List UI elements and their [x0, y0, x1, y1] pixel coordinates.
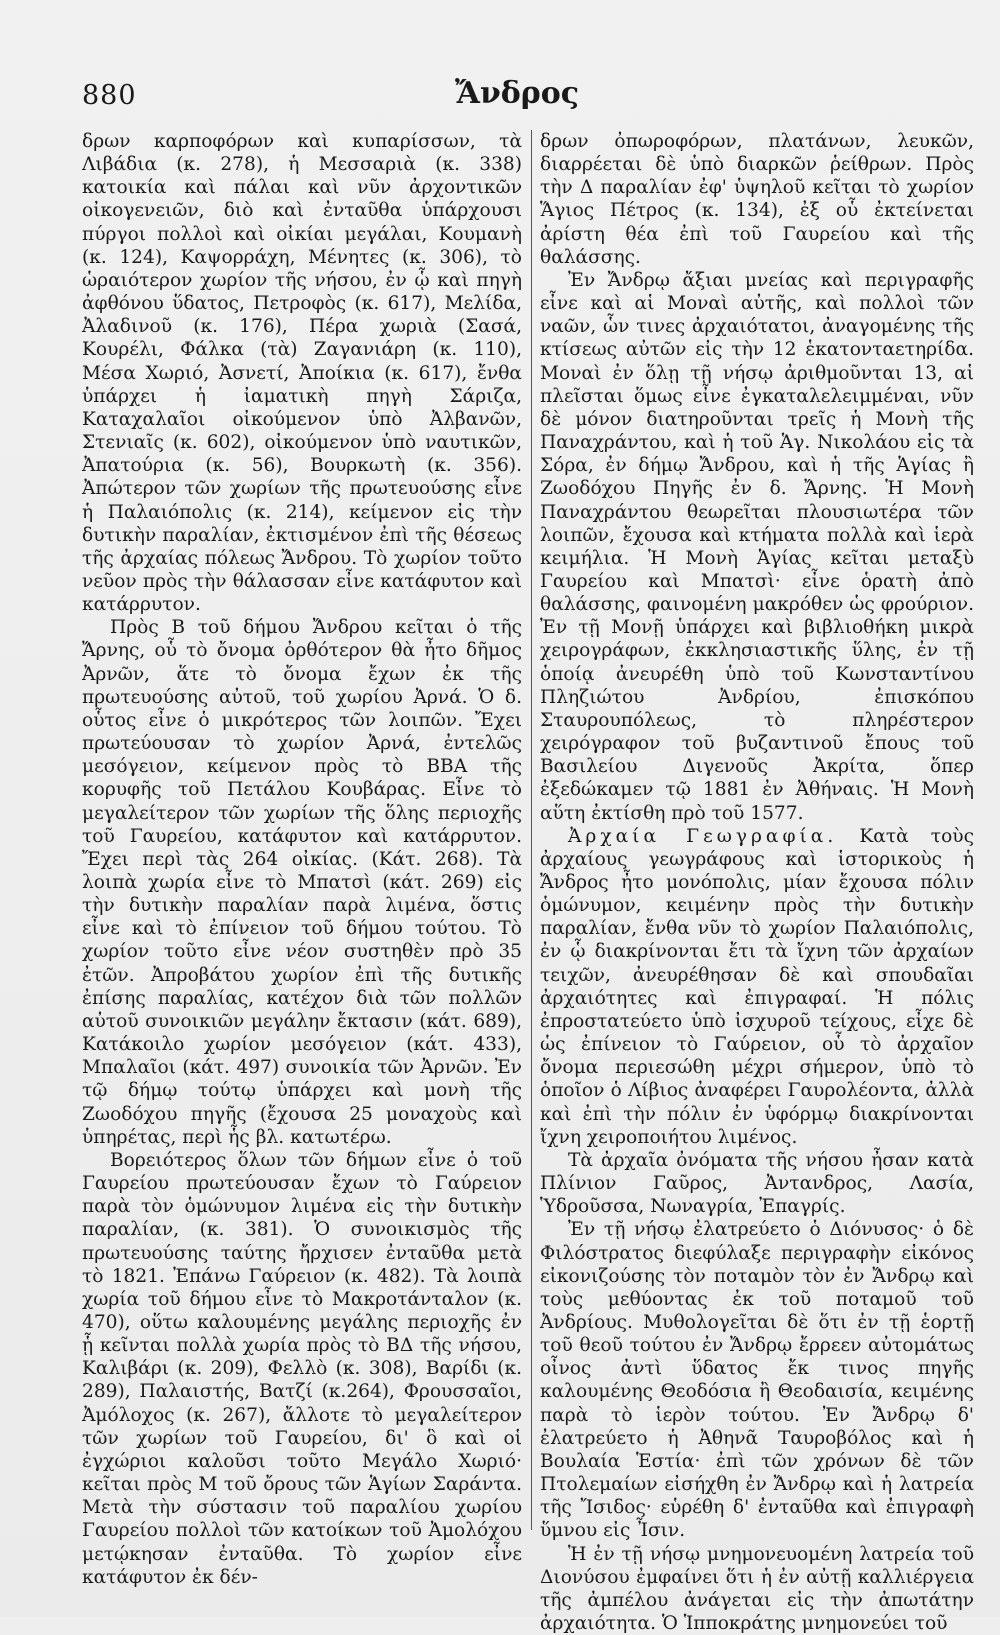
paragraph [540, 825, 974, 1149]
paragraph: δρων ὀπωροφόρων, πλατάνων, λευκῶν, διαρρέεται δὲ ὑπὸ διαρκῶν ῥείθρων. Πρὸς τὴν Δ παραλίαν ἐφ' ὑψηλοῦ κεῖται τὸ χωρίον Ἅγιος Πέτρος (κ. 134), ἐξ οὗ ἐκτείνεται ἀρίστη θέα ἐπὶ τοῦ Γαυρείου καὶ τῆς θαλάσσης. [540, 131, 974, 268]
column-divider [531, 130, 532, 1530]
running-title: Ἄνδρος [455, 76, 579, 111]
paragraph-text: Κατὰ τοὺς ἀρχαίους γεωγράφους καὶ ἱστορικοὺς ἡ Ἄνδρος ἦτο μονόπολις, μίαν ἔχουσα πόλιν ὁμώνυμον, κειμένην πρὸς τὴν δυτικὴν παραλίαν, ἔνθα νῦν τὸ χωρίον Παλαιόπολις, ἐν ᾧ διακρίνονται ἔτι τὰ ἴχνη τῶν ἀρχαίων τειχῶν, ἀνευρέθησαν δὲ καὶ σπουδαῖαι ἀρχαιότητες καὶ ἐπιγραφαί. Ἡ πόλις ἐπροστατεύετο ὑπὸ ἰσχυροῦ τείχους, εἶχε δὲ ὡς ἐπίνειον τὸ Γαύρειον, οὗ τὸ ἀρχαῖον ὄνομα περιεσώθη μέχρι σήμερον, ὑπὸ τὸ ὁποῖον ὁ Λίβιος ἀναφέρει Γαυρολέοντα, ἀλλὰ καὶ ἐπὶ τὴν πόλιν ἐν ὑφόρμῳ διακρίνονται ἴχνη χειροποιήτου λιμένος. [540, 825, 975, 1148]
page-header [0, 70, 1000, 120]
paragraph: Τὰ ἀρχαῖα ὀνόματα τῆς νήσου ἦσαν κατὰ Πλίνιον Γαῦρος, Ἀντανδρος, Λασία, Ὑδροῦσσα, Νωναγρία, Ἐπαγρίς. [540, 1149, 974, 1218]
section-heading: Ἀρχαία Γεωγραφία. [568, 825, 838, 847]
paragraph: Πρὸς Β τοῦ δήμου Ἄνδρου κεῖται ὁ τῆς Ἄρνης, οὗ τὸ ὄνομα ὀρθότερον θὰ ἦτο δῆμος Ἀρνῶν, ἅτε τὸ ὄνομα ἔχων ἐκ τῆς πρωτευούσης αὐτοῦ, τοῦ χωρίου Ἀρνά. Ὁ δ. οὗτος εἶνε ὁ μικρότερος τῶν λοιπῶν. Ἔχει πρωτεύουσαν τὸ χωρίον Ἀρνά, ἐντελῶς μεσόγειον, κείμενον πρὸς τὸ ΒΒΑ τῆς κορυφῆς τοῦ Πετάλου Κουβάρας. Εἶνε τὸ μεγαλείτερον τῶν χωρίων τῆς ὅλης περιοχῆς τοῦ Γαυρείου, κατάφυτον καὶ κατάρρυτον. Ἔχει περὶ τὰς 264 οἰκίας. (Κάτ. 268). Τὰ λοιπὰ χωρία εἶνε τὸ Μπατσὶ (κάτ. 269) εἰς τὴν δυτικὴν παραλίαν παρὰ λιμένα, ὅστις εἶνε καὶ τὸ ἐπίνειον τοῦ δήμου τούτου. Τὸ χωρίον τοῦτο εἶνε νέον συστηθὲν πρὸ 35 ἐτῶν. Ἀπροβάτου χωρίον ἐπὶ τῆς δυτικῆς ἐπίσης παραλίας, κατέχον διὰ τῶν πολλῶν αὐτοῦ συνοικιῶν μεγάλην ἔκτασιν (κάτ. 689), Κατάκοιλο χωρίον μεσόγειον (κάτ. 433), Μπαλαῖοι (κάτ. 497) συνοικία τῶν Ἀρνῶν. Ἐν τῷ δήμῳ τούτῳ ὑπάρχει καὶ μονὴ τῆς Ζωοδόχου πηγῆς (ἔχουσα 25 μοναχοὺς καὶ ὑπηρέτας, περὶ ἧς βλ. κατωτέρω. [82, 617, 522, 1148]
paragraph: Ἐν τῇ νήσῳ ἐλατρεύετο ὁ Διόνυσος· ὁ δὲ Φιλόστρατος διεφύλαξε περιγραφὴν εἰκόνος εἰκονιζούσης τὸν ποταμὸν τὸν ἐν Ἄνδρῳ καὶ τοὺς μεθύοντας ἐκ τοῦ ποταμοῦ τοῦ Ἀνδρίους. Μυθολογεῖται δὲ ὅτι ἐν τῇ ἑορτῇ τοῦ θεοῦ τούτου ἐν Ἄνδρῳ ἔρρεεν αὐτομάτως οἶνος ἀντὶ ὕδατος ἔκ τινος πηγῆς καλουμένης Θεοδόσια ἢ Θεοδαισία, κειμένης παρὰ τὸ ἱερὸν τούτου. Ἐν Ἄνδρῳ δ' ἐλατρεύετο ἡ Ἀθηνᾶ Ταυροβόλος καὶ ἡ Βουλαία Ἑστία· ἐπὶ τῶν χρόνων δὲ τῶν Πτολεμαίων εἰσήχθη ἐν Ἄνδρῳ καὶ ἡ λατρεία τῆς Ἴσιδος· εὑρέθη δ' ἐνταῦθα καὶ ἐπιγραφὴ ὕμνου εἰς Ἶσιν. [540, 1219, 974, 1542]
left-column [82, 130, 522, 1588]
page-number: 880 [82, 80, 137, 111]
paragraph: Ἡ ἐν τῇ νήσῳ μνημονευομένη λατρεία τοῦ Διονύσου ἐμφαίνει ὅτι ἡ ἐν αὐτῇ καλλιέργεια τῆς ἀμπέλου ἀνάγεται εἰς τὴν ἀπωτάτην ἀρχαιότητα. Ὁ Ἱπποκράτης μνημονεύει τοῦ [540, 1543, 974, 1634]
paragraph: Ἐν Ἄνδρῳ ἄξιαι μνείας καὶ περιγραφῆς εἶνε καὶ αἱ Μοναὶ αὐτῆς, καὶ πολλοὶ τῶν ναῶν, ὧν τινες ἀρχαιότατοι, ἀναγομένης τῆς κτίσεως αὐτῶν εἰς τὴν 12 ἑκατονταετηρίδα. Μοναὶ ἐν ὅλῃ τῇ νήσῳ ἀριθμοῦνται 13, αἱ πλεῖσται ὅμως εἶνε ἐγκαταλελειμμέναι, νῦν δὲ μόνον διατηροῦνται τρεῖς ἡ Μονὴ τῆς Παναχράντου, καὶ ἡ τοῦ Ἁγ. Νικολάου εἰς τὰ Σόρα, ἐν δήμῳ Ἄνδρου, καὶ ἡ τῆς Ἁγίας ἢ Ζωοδόχου Πηγῆς ἐν δ. Ἄρνης. Ἡ Μονὴ Παναχράντου θεωρεῖται πλουσιωτέρα τῶν λοιπῶν, ἔχουσα καὶ κτήματα πολλὰ καὶ ἱερὰ κειμήλια. Ἡ Μονὴ Ἁγίας κεῖται μεταξὺ Γαυρείου καὶ Μπατσὶ· εἶνε ὁρατὴ ἀπὸ θαλάσσης, φαινομένη μακρόθεν ὡς φρούριον. Ἐν τῇ Μονῇ ὑπάρχει καὶ βιβλιοθήκη μικρὰ χειρογράφων, ἐκκλησιαστικῆς ὕλης, ἐν τῇ ὁποίᾳ ἀνευρέθη ὑπὸ τοῦ Κωνσταντίνου Πληζιώτου Ἀνδρίου, ἐπισκόπου Σταυρουπόλεως, τὸ πληρέστερον χειρόγραφον τοῦ βυζαντινοῦ ἔπους τοῦ Βασιλείου Διγενοῦς Ἀκρίτα, ὅπερ ἐξεδώκαμεν τῷ 1881 ἐν Ἀθήναις. Ἡ Μονὴ αὕτη ἐκτίσθη πρὸ τοῦ 1577. [540, 269, 974, 824]
right-column [540, 130, 975, 1634]
paragraph: Βορειότερος ὅλων τῶν δήμων εἶνε ὁ τοῦ Γαυρείου πρωτεύουσαν ἔχων τὸ Γαύρειον παρὰ τὸν ὁμώνυμον λιμένα εἰς τὴν δυτικὴν παραλίαν, (κ. 381). Ὁ συνοικισμὸς τῆς πρωτευούσης ταύτης ἤρχισεν ἐνταῦθα μετὰ τὸ 1821. Ἐπάνω Γαύρειον (κ. 482). Τὰ λοιπὰ χωρία τοῦ δήμου εἶνε τὸ Μακροτάνταλον (κ. 470), οὕτω καλουμένης μεγάλης περιοχῆς ἐν ᾗ κεῖνται πολλὰ χωρία πρὸς τὸ ΒΔ τῆς νήσου, Καλιβάρι (κ. 209), Φελλὸ (κ. 308), Βαρίδι (κ. 289), Παλαιστής, Βατζί (κ.264), Φρουσσαῖοι, Ἀμόλοχος (κ. 267), ἄλλοτε τὸ μεγαλείτερον τῶν χωρίων τοῦ Γαυρείου, δι' ὃ καὶ οἱ ἐγχώριοι καλοῦσι τοῦτο Μεγάλο Χωριό· κεῖται πρὸς Μ τοῦ ὄρους τῶν Ἁγίων Σαράντα. Μετὰ τὴν σύστασιν τοῦ παραλίου χωρίου Γαυρείου πολλοὶ τῶν κατοίκων τοῦ Ἀμολόχου μετῴκησαν ἐνταῦθα. Τὸ χωρίον εἶνε κατάφυτον ἐκ δέν- [82, 1149, 522, 1588]
paragraph: δρων καρποφόρων καὶ κυπαρίσσων, τὰ Λιβάδια (κ. 278), ἡ Μεσσαριὰ (κ. 338) κατοικία καὶ πάλαι καὶ νῦν ἀρχοντικῶν οἰκογενειῶν, διὸ καὶ ἐνταῦθα ὑπάρχουσι πύργοι πολλοὶ καὶ οἰκίαι μεγάλαι, Κουμανὴ (κ. 124), Καψορράχη, Μένητες (κ. 306), τὸ ὡραιότερον χωρίον τῆς νήσου, ἐν ᾧ καὶ πηγὴ ἀφθόνου ὕδατος, Πετροφὸς (κ. 617), Μελίδα, Ἀλαδινοῦ (κ. 176), Πέρα χωριὰ (Σασά, Κουρέλι, Φάλκα (τὰ) Ζαγανιάρη (κ. 110), Μέσα Χωριό, Ἀσνετί, Ἀποίκια (κ. 617), ἔνθα ὑπάρχει ἡ ἰαματικὴ πηγὴ Σάριζα, Καταχαλαῖοι οἰκούμενον ὑπὸ Ἀλβανῶν, Στενιαῖς (κ. 602), οἰκούμενον ὑπὸ ναυτικῶν, Ἀπατούρια (κ. 56), Βουρκωτὴ (κ. 356). Ἀπώτερον τῶν χωρίων τῆς πρωτευούσης εἶνε ἡ Παλαιόπολις (κ. 214), κείμενον εἰς τὴν δυτικὴν παραλίαν, ἐκτισμένον ἐπὶ τῆς θέσεως τῆς ἀρχαίας πόλεως Ἄνδρου. Τὸ χωρίον τοῦτο νεῦον πρὸς τὴν θάλασσαν εἶνε κατάφυτον καὶ κατάρρυτον. [82, 131, 522, 616]
